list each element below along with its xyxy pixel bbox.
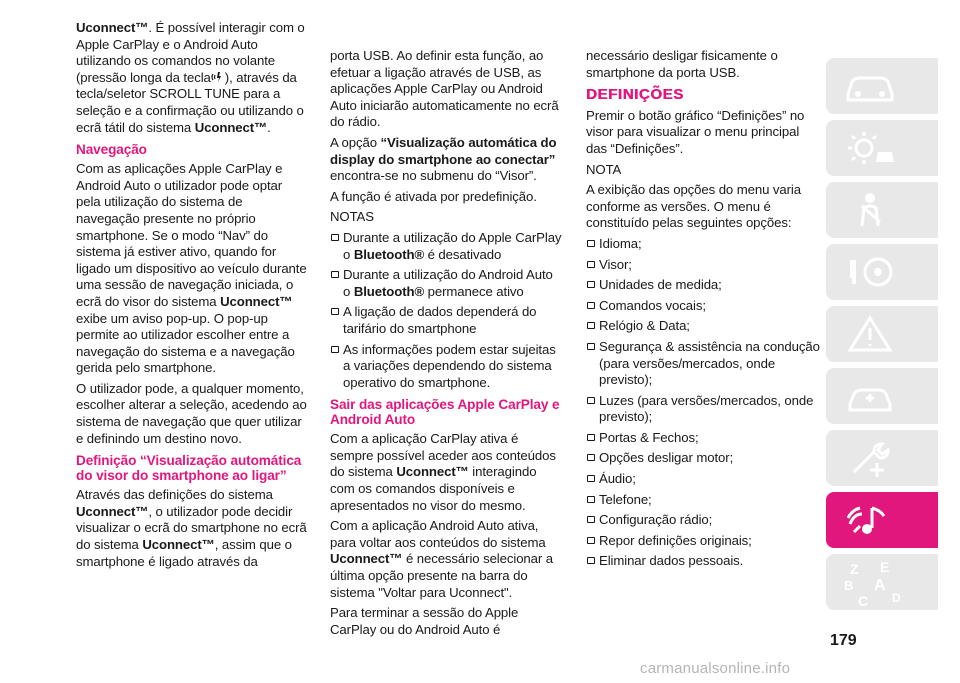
menu-option-item: Visor;: [586, 257, 820, 274]
menu-option-item: Unidades de medida;: [586, 277, 820, 294]
text: ), através da tecla/seletor SCROLL TUNE para a seleção e a confirmação ou utilizando o ecrã tátil do sistema: [76, 69, 304, 135]
column-1: [76, 20, 308, 574]
paragraph-default: A função é ativada por predefinição.: [330, 188, 537, 204]
text: A opção: [330, 134, 381, 150]
text: , assim que o smartphone é ligado através da: [76, 537, 292, 569]
menu-option-item: Eliminar dados pessoais.: [586, 553, 820, 570]
index-letter: A: [874, 577, 886, 594]
brand-text: Uconnect™: [396, 464, 469, 480]
paragraph-usb: porta USB. Ao definir esta função, ao efetuar a ligação através de USB, as aplicações Apple CarPlay ou Android Auto iniciarão automaticamente no ecrã do rádio.: [330, 48, 559, 130]
menu-option-item: Opções desligar motor;: [586, 450, 820, 467]
heading-navegacao: Navegação: [76, 142, 147, 158]
text: interagindo com os comandos disponíveis e apresentados no visor do mesmo.: [330, 464, 537, 513]
menu-option-item: Idioma;: [586, 236, 820, 253]
column-3: [586, 48, 820, 574]
brand-text: Uconnect™: [142, 537, 215, 553]
wrench-tools-icon: [840, 436, 900, 480]
tab-dashboard[interactable]: [826, 58, 938, 114]
paragraph-menu: A exibição das opções do menu varia conforme as versões. O menu é constituído pelas seguintes opções:: [586, 182, 801, 231]
car-dashboard-icon: [840, 64, 900, 108]
tab-starting[interactable]: [826, 244, 938, 300]
column-2: [330, 48, 562, 642]
index-letter: D: [892, 591, 901, 605]
note-item: As informações podem estar sujeitas a variações dependendo do sistema operativo do smartphone.: [330, 342, 562, 392]
text: Com a aplicação CarPlay ativa é sempre possível aceder aos conteúdos do sistema: [330, 431, 556, 480]
page-number: 179: [830, 632, 857, 649]
brand-text: Uconnect™: [76, 20, 149, 35]
tab-safety[interactable]: [826, 182, 938, 238]
warning-triangle-icon: [840, 312, 900, 356]
note-item: A ligação de dados dependerá do tarifário do smartphone: [330, 304, 562, 337]
text: . É possível interagir com o Apple CarPlay e o Android Auto utilizando os comandos no volante (pressão longa da tecla: [76, 20, 305, 85]
paragraph-navegacao: [76, 161, 308, 377]
text: é necessário selecionar a última opção presente na barra do sistema "Voltar para Uconnect".: [330, 551, 553, 600]
chapter-sidebar: [826, 58, 938, 616]
bluetooth-text: Bluetooth®: [353, 283, 425, 299]
text: Com as aplicações Apple CarPlay e Android Auto o utilizador pode optar pela utilização do sistema de navegação presente no próprio smartphone. Se o modo “Nav” do sistema já estiver ativo, quando for ligado um dispositivo ao veículo durante uma sessão de navegação iniciada, o ecrã do visor do sistema: [76, 161, 307, 309]
tab-warning[interactable]: [826, 306, 938, 362]
note-item: [330, 230, 562, 263]
brand-text: Uconnect™: [194, 119, 268, 135]
multimedia-music-icon: [840, 498, 900, 542]
text: é desativado: [424, 246, 502, 262]
paragraph-terminate: Para terminar a sessão do Apple CarPlay ou do Android Auto é: [330, 605, 519, 637]
text: Durante a utilização do Apple CarPlay o: [343, 229, 562, 262]
menu-option-item: Áudio;: [586, 471, 820, 488]
menu-option-item: Comandos vocais;: [586, 298, 820, 315]
lights-sun-icon: [840, 126, 900, 170]
heading-sair: Sair das aplicações Apple CarPlay e Android Auto: [330, 397, 560, 428]
index-letter: Z: [850, 561, 859, 577]
tab-lights[interactable]: [826, 120, 938, 176]
heading-definicao: Definição “Visualização automática do visor do smartphone ao ligar”: [76, 453, 302, 484]
notes-label: NOTAS: [330, 209, 374, 225]
bluetooth-text: Bluetooth®: [353, 246, 425, 262]
tab-emergency[interactable]: [826, 368, 938, 424]
text: permanece ativo: [424, 283, 524, 299]
paragraph-intro: [76, 20, 308, 136]
car-service-icon: [840, 374, 900, 418]
note-item: [330, 267, 562, 300]
tab-maintenance[interactable]: [826, 430, 938, 486]
seat-belt-person-icon: [840, 188, 900, 232]
menu-option-item: Relógio & Data;: [586, 318, 820, 335]
menu-option-item: Portas & Fechos;: [586, 430, 820, 447]
paragraph-definicao: [76, 487, 308, 570]
index-letter: E: [880, 560, 890, 575]
text: exibe um aviso pop-up. O pop-up permite ao utilizador escolher entre a navegação do sistema e a navegação gerida pelo smartphone.: [76, 310, 295, 376]
paragraph-option: [330, 135, 562, 185]
menu-option-item: Segurança & assistência na condução (para versões/mercados, onde previsto);: [586, 339, 820, 389]
brand-text: Uconnect™: [76, 503, 149, 519]
menu-option-item: Luzes (para versões/mercados, onde previsto);: [586, 393, 820, 426]
tab-multimedia[interactable]: [826, 492, 938, 548]
menu-option-item: Repor definições originais;: [586, 533, 820, 550]
brand-text: Uconnect™: [330, 551, 403, 567]
index-letter: C: [858, 593, 869, 608]
voice-command-icon: [211, 70, 225, 85]
paragraph-disconnect: necessário desligar fisicamente o smartphone da porta USB.: [586, 48, 778, 80]
text: .: [267, 119, 271, 135]
menu-option-item: Configuração rádio;: [586, 512, 820, 529]
index-letter: B: [844, 578, 854, 593]
paragraph-selection: O utilizador pode, a qualquer momento, escolher alterar a seleção, acedendo ao sistema de navegação que quer utilizar e definindo um destino novo.: [76, 380, 307, 446]
tab-index[interactable]: [826, 554, 938, 610]
note-label: NOTA: [586, 161, 622, 177]
heading-definicoes: DEFINIÇÕES: [586, 86, 684, 104]
text: Através das definições do sistema: [76, 487, 273, 503]
menu-option-item: Telefone;: [586, 492, 820, 509]
text: Durante a utilização do Android Auto o: [343, 267, 553, 299]
brand-text: Uconnect™: [220, 293, 293, 309]
text: , o utilizador pode decidir visualizar o ecrã do smartphone no ecrã do sistema: [76, 503, 307, 553]
option-name: “Visualização automática do display do smartphone ao conectar”: [330, 134, 557, 167]
index-letters-icon: [840, 560, 920, 608]
menu-options-list: [586, 236, 820, 570]
paragraph-settings: Premir o botão gráfico “Definições” no visor para visualizar o menu principal das “Definições”.: [586, 107, 805, 156]
paragraph-carplay-exit: [330, 431, 562, 514]
key-steering-wheel-icon: [840, 250, 900, 294]
paragraph-android-exit: [330, 518, 562, 601]
text: encontra-se no submenu do “Visor”.: [330, 168, 537, 184]
text: Com a aplicação Android Auto ativa, para voltar aos conteúdos do sistema: [330, 518, 546, 550]
watermark-text: carmanualsonline.info: [640, 660, 791, 677]
